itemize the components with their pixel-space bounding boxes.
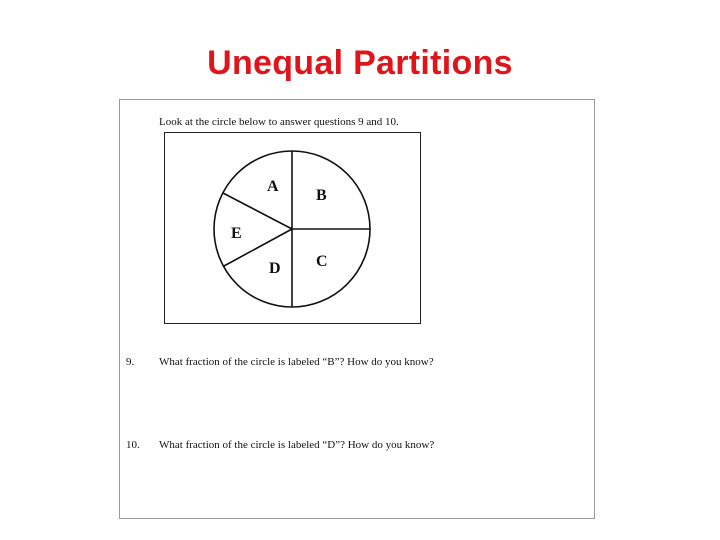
partitioned-circle bbox=[165, 133, 422, 325]
label-e: E bbox=[231, 225, 242, 242]
worksheet-image bbox=[119, 99, 595, 519]
circle-figure-box bbox=[164, 132, 421, 324]
label-b: B bbox=[316, 187, 327, 204]
question-number: 9. bbox=[126, 356, 135, 368]
upper-left-divider bbox=[223, 193, 292, 229]
instruction-text: Look at the circle below to answer questions 9 and 10. bbox=[159, 116, 399, 128]
label-c: C bbox=[316, 253, 328, 270]
question-text: What fraction of the circle is labeled “D”? How do you know? bbox=[159, 439, 435, 451]
label-a: A bbox=[267, 178, 279, 195]
label-d: D bbox=[269, 260, 281, 277]
slide-title: Unequal Partitions bbox=[207, 44, 513, 82]
question-text: What fraction of the circle is labeled “B”? How do you know? bbox=[159, 356, 434, 368]
question-number: 10. bbox=[126, 439, 140, 451]
